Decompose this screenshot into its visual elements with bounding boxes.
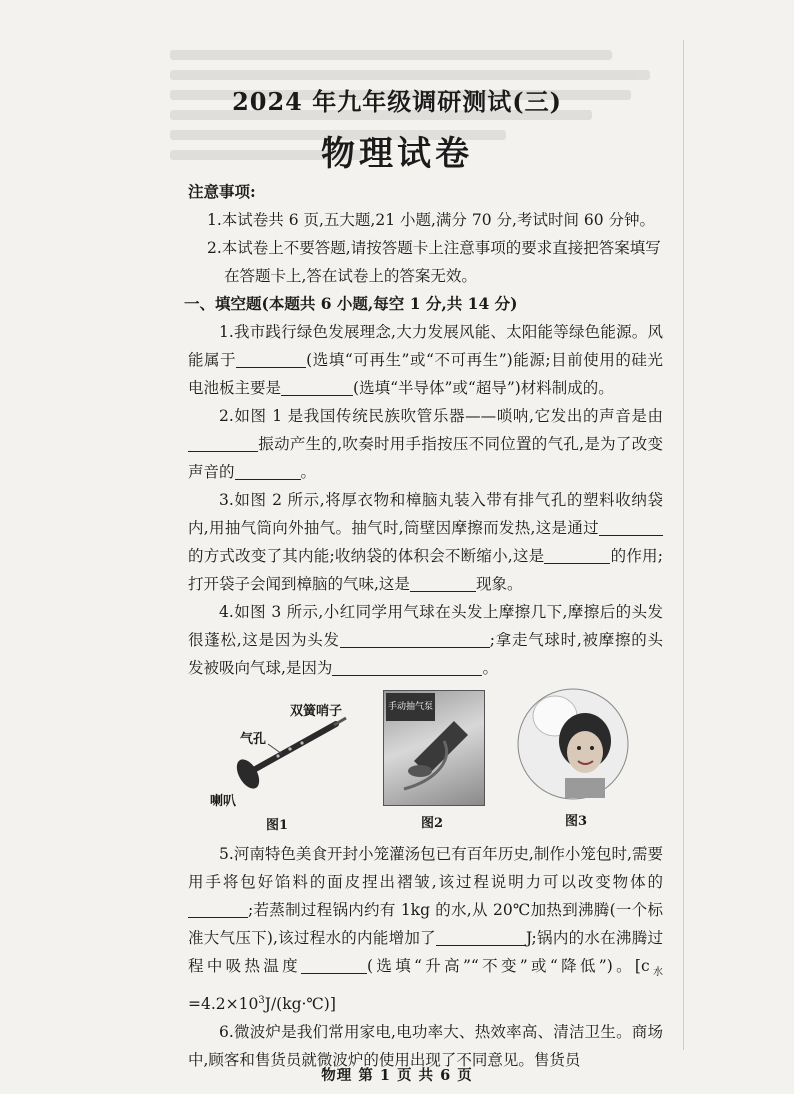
- q5-text-1: 5.河南特色美食开封小笼灌汤包已有百年历史,制作小笼包时,需要用手将包好馅料的面皮捏出褶皱,该过程说明力可以改变物体的: [188, 845, 663, 891]
- question-2: [188, 402, 663, 486]
- fig3-caption: 图3: [565, 814, 588, 829]
- page-footer: 物理 第 1 页 共 6 页: [321, 1067, 473, 1084]
- q4-blank-1: [340, 629, 490, 648]
- figure-1-suona: [208, 686, 353, 831]
- q3-text-3: 的作用;打开袋子会闻到樟脑的气味,这是: [188, 547, 663, 593]
- q3-blank-3: [410, 573, 476, 592]
- q3-text-4: 现象。: [475, 575, 523, 593]
- note-item-1: 1.本试卷共 6 页,五大题,21 小题,满分 70 分,考试时间 60 分钟。: [207, 211, 656, 229]
- fig1-label-reed: 双簧哨子: [290, 704, 343, 719]
- q6-text-1: 6.微波炉是我们常用家电,电功率大、热效率高、清洁卫生。商场中,顾客和售货员就微波炉的使用出现了不同意见。售货员: [188, 1023, 663, 1070]
- q5-blank-2: [436, 927, 526, 946]
- fig1-caption: 图1: [266, 818, 289, 833]
- question-5: [188, 840, 663, 1018]
- page-fold-line: [683, 40, 684, 1050]
- figure-3-balloon: [513, 686, 633, 831]
- q1-text-1: 1.我市践行绿色发展理念,大力发展风能、太阳能等绿色能源。风能属于: [188, 323, 663, 369]
- q5-blank-3: [301, 955, 367, 974]
- q5-subscript: 水: [649, 967, 664, 979]
- balloon-girl-icon: [513, 686, 633, 804]
- q2-text-3: 。: [300, 463, 317, 481]
- fig2-caption: 图2: [421, 816, 444, 831]
- q4-text-1: 4.如图 3 所示,小红同学用气球在头发上摩擦几下,摩擦后的头发很蓬松,这是因为头发: [188, 603, 663, 649]
- subject-title: 物理试卷: [321, 134, 473, 174]
- question-1: [188, 318, 663, 402]
- q5-text-6: J/(kg·℃)]: [264, 995, 336, 1014]
- q3-text-1: 3.如图 2 所示,将厚衣物和樟脑丸装入带有排气孔的塑料收纳袋内,用抽气筒向外抽气。抽气时,筒壁因摩擦而发热,这是通过: [188, 491, 663, 537]
- q1-blank-2: [281, 377, 353, 396]
- q3-text-2: 的方式改变了其内能;收纳袋的体积会不断缩小,这是: [188, 547, 545, 565]
- figure-2-vacuum-bag: [383, 690, 485, 832]
- notes-heading: 注意事项:: [188, 182, 256, 201]
- q2-blank-1: [188, 433, 258, 452]
- q1-blank-1: [236, 349, 306, 368]
- fig1-label-hole: 气孔: [240, 732, 267, 747]
- exam-title: 2024 年九年级调研测试(三): [232, 87, 562, 116]
- fig1-label-horn: 喇叭: [210, 794, 237, 809]
- q2-text-1: 2.如图 1 是我国传统民族吹管乐器——唢呐,它发出的声音是由: [219, 407, 663, 425]
- q2-blank-2: [235, 461, 301, 480]
- q2-text-2: 振动产生的,吹奏时用手指按压不同位置的气孔,是为了改变声音的: [188, 435, 663, 481]
- q3-blank-1: [599, 517, 663, 536]
- q4-blank-2: [332, 657, 482, 676]
- question-3: [188, 486, 663, 598]
- q5-text-5: =4.2×10: [188, 995, 259, 1014]
- q1-text-3: (选填“半导体”或“超导”)材料制成的。: [353, 379, 614, 397]
- q1-text-2: (选填“可再生”或“不可再生”)能源;目前使用的硅光电池板主要是: [188, 351, 663, 397]
- figure-row: [188, 686, 663, 834]
- fig2-pump-text: 手动抽气泵: [386, 693, 435, 721]
- fig2-photo: [383, 690, 485, 806]
- q5-superscript: 3: [258, 995, 265, 1007]
- section-heading: 一、填空题(本题共 6 小题,每空 1 分,共 14 分): [184, 294, 518, 313]
- q3-blank-2: [544, 545, 610, 564]
- q5-text-3: J;锅内的水在沸腾过程中吸热温度: [188, 929, 663, 975]
- q5-blank-1: [188, 899, 248, 918]
- question-4: [188, 598, 663, 682]
- exam-content: [184, 178, 664, 1074]
- q5-text-4: (选填“升高”“不变”或“降低”)。[c: [367, 957, 650, 975]
- q4-text-3: 。: [482, 659, 498, 677]
- q4-text-2: ;拿走气球时,被摩擦的头发被吸向气球,是因为: [188, 631, 663, 677]
- note-item-2: 2.本试卷上不要答题,请按答题卡上注意事项的要求直接把答案填写在答题卡上,答在试卷上的答案无效。: [207, 239, 661, 285]
- q5-text-2: ;若蒸制过程锅内约有 1kg 的水,从 20℃加热到沸腾(一个标准大气压下),该过程水的内能增加了: [188, 901, 663, 947]
